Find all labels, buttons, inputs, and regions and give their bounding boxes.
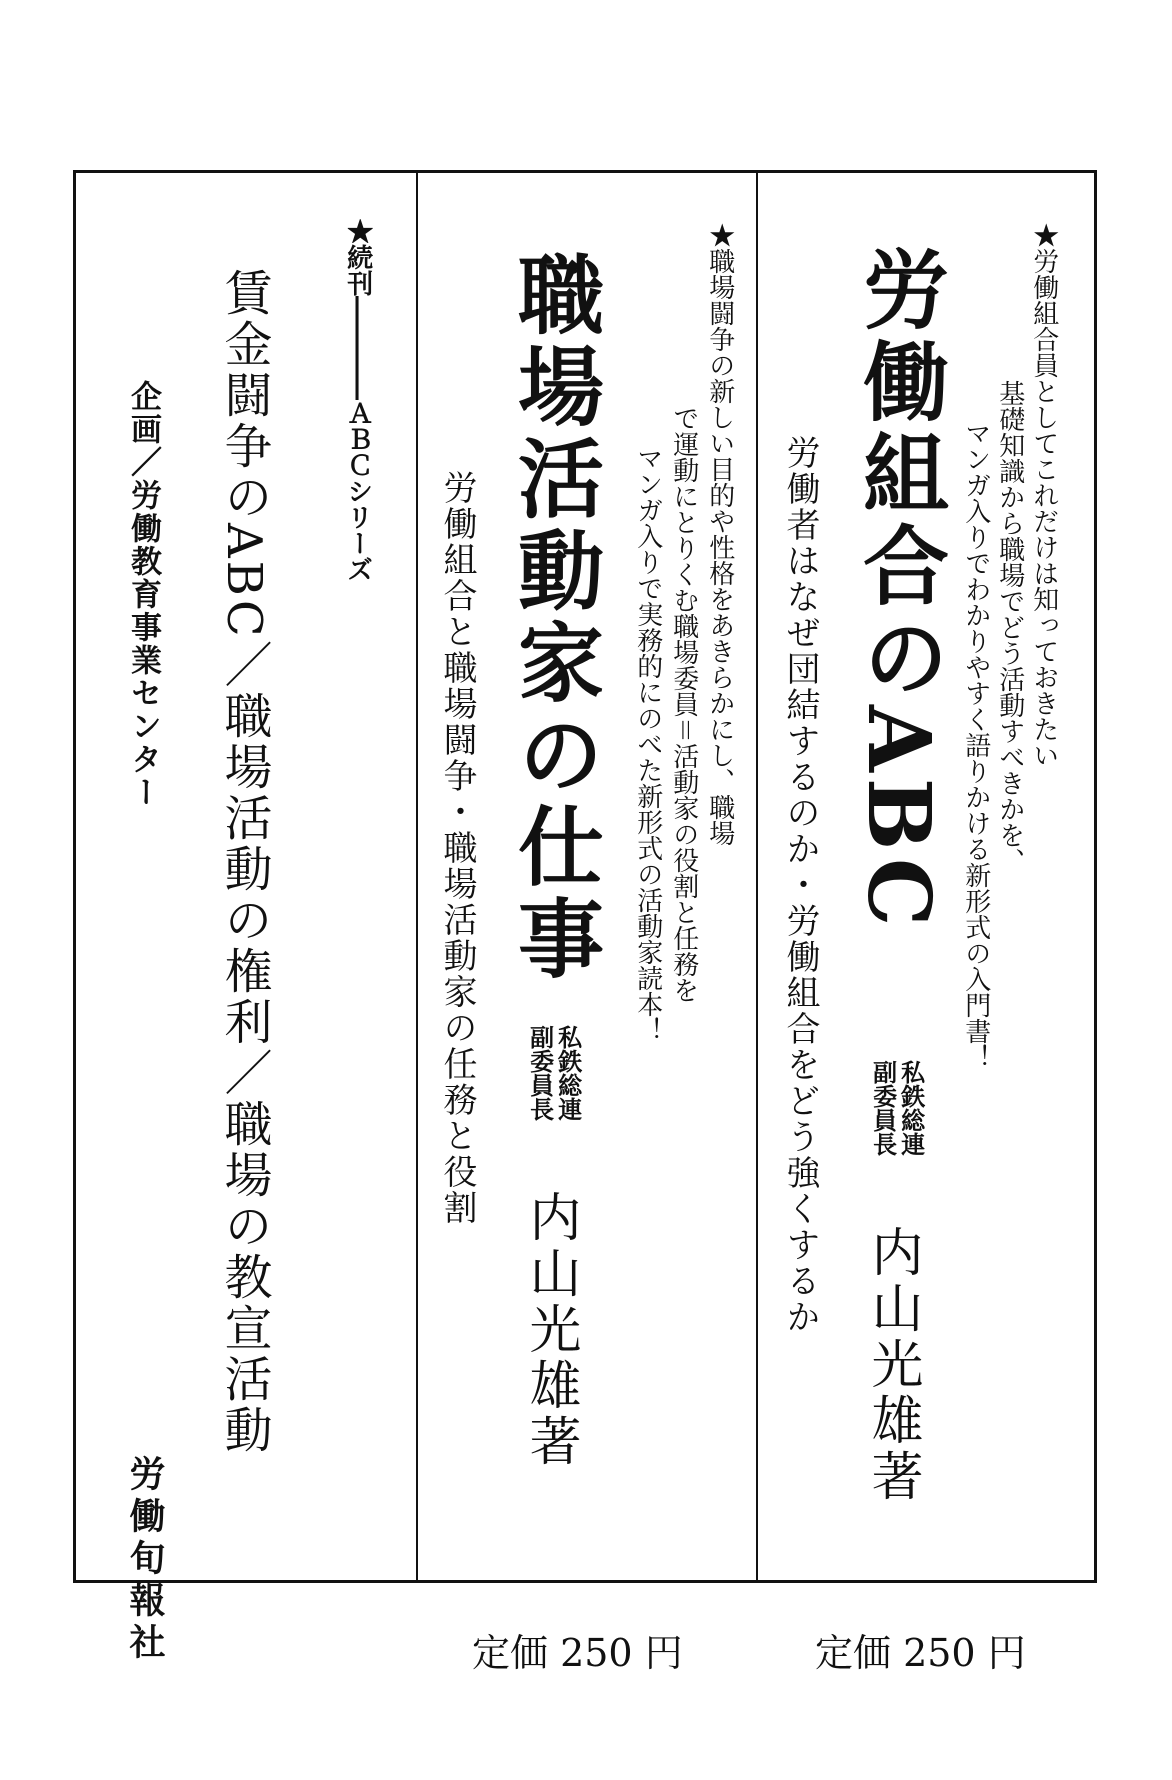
planner-credit: 企画／労働教育事業センター — [125, 380, 161, 809]
column-divider — [756, 170, 758, 1583]
lead-line: で運動にとりくむ職場委員＝活動家の役割と任務を — [668, 405, 699, 1003]
author-name: 内山光雄著 — [862, 1225, 922, 1505]
book-title: 労働組合のABC — [848, 245, 949, 933]
column-divider — [416, 170, 418, 1583]
author-affiliation: 私鉄総連 — [896, 1060, 925, 1156]
author-name: 内山光雄著 — [520, 1190, 580, 1470]
lead-line: ★労働組合員としてこれだけは知っておきたい — [1028, 222, 1059, 768]
lead-line: ★職場闘争の新しい目的や性格をあきらかにし、職場 — [704, 222, 735, 846]
lead-line: 基礎知識から職場でどう活動すべきかを、 — [994, 380, 1025, 874]
author-affiliation: 私鉄総連 — [553, 1025, 582, 1121]
lead-line: マンガ入りでわかりやすく語りかける新形式の入門書！ — [960, 420, 991, 1070]
book-title: 職場活動家の仕事 — [503, 250, 604, 986]
series-titles: 賃金闘争のABC／職場活動の権利／職場の教宣活動 — [216, 268, 272, 1456]
price-label: 定価 250 円 — [815, 1631, 1026, 1675]
publisher-name: 労働旬報社 — [124, 1455, 166, 1665]
price-label: 定価 250 円 — [472, 1631, 683, 1675]
lead-line: マンガ入りで実務的にのべた新形式の活動家読本！ — [632, 445, 663, 1043]
book-subtitle: 労働者はなぜ団結するのか・労働組合をどう強くするか — [780, 435, 820, 1335]
book-subtitle: 労働組合と職場闘争・職場活動家の任務と役割 — [437, 470, 477, 1226]
author-affiliation: 副委員長 — [868, 1060, 897, 1156]
series-label: ★続刊――――ＡＢＣシリーズ — [342, 218, 373, 582]
author-affiliation: 副委員長 — [525, 1025, 554, 1121]
